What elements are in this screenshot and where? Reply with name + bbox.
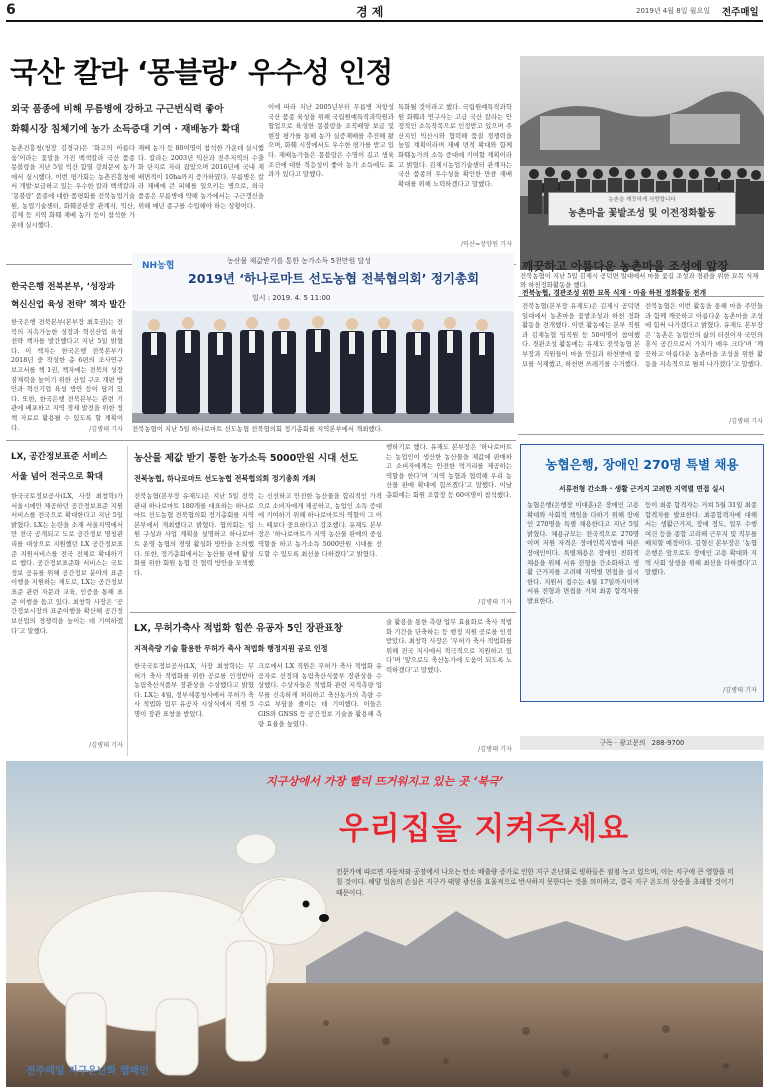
lead-column-4: 특화될 것이라고 했다. 국립원예특작과학원 화훼과 연구사는 고급 국산 칼라는 안정적인 소득작목으로 인정받고 있으며 주산지인 익산시와 협력해 품질 경쟁력을 높일 계획이라며 재배 면적 확대와 함께 화훼농가의 소득 증대에 기여할 계획이라고 밝혔다. 김제시농업기술센터 관계자는 국산 품종의 우수성을 확인한 만큼 재배 확대를 위해 노력하겠다고 말했다. bbox=[398, 103, 512, 188]
lead-column-1: 농촌진흥청(청장 김경규)은 ‘화고의 아름다움’이라는 꽃말을 가진 백색칼라 국산 품종 몽블랑을 지난 5일 익산 함열 강희문씨 농가에서 실시했다. 이번 평가회는 농촌진흥청에서 개발·보급하고 있는 우수한 칼라 백색칼라 ‘몽블랑’ 품종에 대한 품평회를 전북농업기술원, 농업기술센터, 화훼공판장 관계자, 익산, 김제 등 지역 화훼 재배 농가 등이 참석한 가운데 실시했다. bbox=[11, 144, 135, 229]
farm-income-col-3: 행하기로 했다. 유재도 본부장은 ‘하나로마트는 농업인이 생산한 농산물을 제값에 판매하고 소비자에게는 안전한 먹거리를 제공하는 역할을 한다’며 ‘지역 농협과 협력해 우리 농산물 판매 확대에 힘쓰겠다’고 말했다. 이날 총회에는 회원 조합장 등 60여명이 참석했다. bbox=[386, 443, 512, 500]
lead-photo-banner-small: 농촌을 깨끗하게 사랑합니다 bbox=[608, 197, 676, 203]
lx-award-credit: /김병태 기자 bbox=[478, 746, 512, 753]
hiring-credit: /김병태 기자 bbox=[723, 687, 757, 694]
subscription-phone: 288-9700 bbox=[651, 739, 685, 747]
hiring-box bbox=[520, 444, 764, 702]
nh-photo bbox=[132, 253, 514, 423]
lead-column-3: 이에 따라 지난 2005년부터 무름병 저항성 국산 품종 육성을 위해 국립원예특작과학원과 협업으로 육성한 몽블랑을 조직배양 보급 및 현장 평가를 통해 농가 실증재배를 추진해 왔으며, 화훼 시장에서도 우수한 평가를 받고 있다. 재배농가들은 몽블랑은 수명이 길고 생육 조건에 대한 적응성이 좋아 농가 소득에도 효과가 있다고 말했다. bbox=[268, 103, 394, 179]
lx-award-title: LX, 무허가축사 적법화 힘쓴 유공자 5인 장관표창 bbox=[134, 623, 343, 634]
nh-photo-caption: 전북농협이 지난 5일 하나로마트 선도농협 전북협의회 정기총회를 지역본부에서 개최했다. bbox=[132, 425, 383, 433]
ad-tagline-part1: 지구상에서 가장 빨리 bbox=[265, 775, 375, 788]
lead-subtitle-2: 화훼시장 침체기에 농가 소득증대 기여 · 재배농가 확대 bbox=[11, 124, 240, 135]
lx-award-col-2: 크로에서 LX 직원은 무허가 축사 적법화 유공자로 선정돼 농림축산식품부 장관상을 수상했다. 수상자들은 적법화 관련 지적측량 업무를 신속하게 처리하고 축산농가의 측량 수수료 부담을 줄이는 데 기여했다. 이들은 GIS와 GNSS 등 공간정보 기술을 활용해 측량 효율을 높였다. bbox=[258, 662, 382, 728]
ad-tagline-part2: 있는 곳 bbox=[428, 775, 473, 788]
section-name: 경 제 bbox=[356, 5, 384, 19]
farm-income-col-1: 전북농협(본부장 유재도)은 지난 5일 전북 관내 하나로마트 180개를 대표하는 하나로마트 선도농협 전북협의회 정기총회를 지역본부에서 개최했다고 밝혔다. 협의회는 임원 구성과 사업 계획을 설명하고 하나로마트 운영 농협의 경영 활성화 방안을 논의했다. 또한, 정기총회에서는 농산물 판매 활성화를 위한 회원 농협 간 협력 방안을 모색했다. bbox=[134, 492, 254, 577]
lx-standard-title-1: LX, 공간정보표준 서비스 bbox=[11, 452, 108, 462]
nh-banner-logo: NH농협 bbox=[142, 261, 175, 271]
subscription-bar bbox=[520, 736, 764, 750]
lead-photo-banner-text: 농촌마을 꽃밭조성 및 이전정화활동 bbox=[568, 208, 716, 219]
clean-village-credit: /김병태 기자 bbox=[729, 418, 763, 425]
ad-body: 전문가에 따르면 자동차와 공장에서 나오는 탄소 배출량 증가로 인한 지구 온난화로 빙하들은 점점 녹고 있으며, 이는 지구에 큰 영향을 미칠 것이다. 해양 얼음의 손실은 지구가 태양 광선을 효율적으로 반사하지 못한다는 것을 의미하고, 결국 지구 온도의 상승을 초래할 것이기 때문이다. bbox=[336, 868, 734, 897]
divider-5 bbox=[130, 612, 516, 613]
lx-standard-title-2: 서울 넘어 전국으로 확대 bbox=[11, 472, 103, 482]
farm-income-credit: /김병태 기자 bbox=[478, 599, 512, 606]
ad-footer: 전주매일 지구온난화 캠페인 bbox=[26, 1066, 149, 1077]
farm-income-col-2: 는 신선하고 안전한 농산물을 합리적인 가격으로 소비자에게 제공하고, 농업인 소득 증대에 기여하기 위해 하나로마트의 역할이 그 어느 때보다 중요하다고 강조했다. 유재도 본부장은 ‘하나로마트가 지역 농산물 판매의 중심 역할을 하고 농가소득 5000만원 시대를 선도할 수 있도록 최선을 다하겠다’고 밝혔다. bbox=[258, 492, 382, 558]
lead-photo-image bbox=[520, 56, 764, 270]
nh-photo-people bbox=[132, 253, 514, 423]
ad-tagline bbox=[6, 773, 763, 789]
lx-award-subtitle: 지적측량 기술 활용한 무허가 축사 적법화 행정지원 공로 인정 bbox=[134, 644, 328, 653]
lx-award-col-3-wrap bbox=[386, 618, 512, 756]
ad-tagline-place: ‘북극’ bbox=[472, 775, 504, 788]
lead-photo bbox=[520, 56, 764, 270]
clean-village-col-1: 전북농협(본부장 유재도)은 김제시 공덕면 일대에서 농촌마을 꽃밭조성과 하천 정화활동을 전개했다. 이번 활동에는 본부 직원과 김제농협 임직원 등 50여명이 참여했다. 경관조성 활동에는 유재도 전북농협 본부장과 직원들이 마을 안길과 하천변에 꽃묘를 식재했고, 하천변 쓰레기를 수거했다. bbox=[522, 302, 640, 368]
hiring-col-2-wrap bbox=[645, 501, 757, 697]
nh-banner-date: 일시 : 2019. 4. 5 11:00 bbox=[252, 294, 331, 302]
lx-standard-body-wrap bbox=[11, 492, 123, 752]
hiring-subtitle: 서류전형 간소화 · 생활 근거지 고려한 지역별 면접 실시 bbox=[559, 485, 725, 493]
lx-award-col-3: 술 활용을 통한 측량 업무 효율화로 축사 적법화 기간을 단축하는 등 행정 지원 공로를 인정받았다. 최창학 사장은 ‘무허가 축사 적법화를 위해 전국 지사에서 적극적으로 지원하고 있다’며 ‘앞으로도 축산농가에 도움이 되도록 노력하겠다’고 말했다. bbox=[386, 618, 512, 675]
lead-headline: 국산 칼라 ‘몽블랑’ 우수성 인정 bbox=[10, 56, 393, 89]
lead-photo-banner bbox=[548, 192, 736, 226]
bok-book-title-2: 혁신신업 육성 전략’ 책자 발간 bbox=[11, 300, 126, 310]
nh-banner-main: 2019년 ‘하나로마트 선도농협 전북협의회’ 정기총회 bbox=[188, 271, 480, 286]
lead-column-4-wrap bbox=[398, 103, 512, 253]
vrule-1 bbox=[127, 446, 128, 756]
divider-4 bbox=[518, 434, 764, 435]
lx-standard-credit: /김병태 기자 bbox=[89, 742, 123, 749]
hiring-col-1: 농협은행(은행장 이대훈)은 장애인 고용 확대와 사회적 책임을 다하기 위해 장애인 270명을 특별 채용한다고 지난 5일 밝혔다. 채용규모는 전국적으로 270명이며 지원 자격은 장애인복지법에 따른 장애인이다. 특별채용은 장애인 친화적 채용을 위해 서류 전형을 간소화하고 생활 근거지를 고려해 지역별 면접을 실시한다. 지원서 접수는 4월 17일까지이며 서류 전형과 면접을 거쳐 최종 합격자를 발표한다. bbox=[527, 501, 639, 606]
paper-name: 전주매일 bbox=[722, 7, 759, 18]
lx-standard-body: 한국국토정보공사(LX, 사장 최창학)가 서울시에만 제공하던 공간정보표준 지원서비스를 전국으로 확대한다고 지난 5일 밝혔다. LX는 논란을 소재 서울지역에서만 전국 공개되고 도로 공간정보 명칭관리를 대상으로 지원했던 LX 공간정보표준 지원서비스를 전국 전체로 확대하기로 했다. 공간정보표준화 서비스는 국토 정보 공유를 위해 공간정보 분야의 표준 이행을 지원하는 제도로, LX는 공간정보표준 관련 자문과 교육, 인증을 통해 표준 이행을 돕고 있다. 최창학 사장은 ‘공간정보시장의 표준이행을 확산해 공간정보산업의 경쟁력을 높이는 데 기여하겠다’고 말했다. bbox=[11, 492, 123, 635]
bok-book-body: 한국은행 전북본부(본부장 최호권)는 전북의 지속가능한 성장과 혁신산업 육성 전략 책자를 발간했다고 지난 5일 밝혔다. 이 책자는 한국은행 전북본부가 2018년 중 작성한 총 6편의 조사연구 보고서를 책 1권, 책자에는 전북의 성장 잠재력을 높이기 위한 산업 구조 개편 방안과 혁신기업 육성 방안 등이 담겨 있다. 또한, 한국은행 전북본부는 관련 기관에 배포하고 지역 경제 발전을 위한 정책 자료로 활용될 수 있도록 할 계획이다. bbox=[11, 318, 123, 432]
clean-village-title: 깨끗하고 아름다운 농촌마을 조성에 앞장 bbox=[522, 259, 729, 273]
lead-photo-caption: 전북농협이 지난 5일 김제시 공덕면 일대에서 마을 꽃길 조성과 경관을 위한 묘목 식재와 하천정화활동을 했다. bbox=[520, 272, 759, 290]
lx-award-col-1: 한국국토정보공사(LX, 사장 최창학)는 무허가 축사 적법화를 위한 공로를 인정받아 농림축산식품부 장관상을 수상했다고 밝혔다. LX는 4월, 정부세종청사에서 무허가 축사 적법화 업무 유공자 시상식에서 직원 5명이 장관 표창을 받았다. bbox=[134, 662, 254, 719]
divider-3 bbox=[6, 440, 516, 441]
clean-village-col-2-wrap bbox=[645, 302, 763, 428]
ad-tagline-emph: 뜨거워지고 bbox=[374, 775, 429, 788]
farm-income-title: 농산물 제값 받기 통한 농가소득 5000만원 시대 선도 bbox=[134, 453, 358, 464]
page-number: 6 bbox=[6, 2, 16, 18]
lead-column-2: 재배 농가 등 80여명이 참석한 가운데 실시했다. 칼라는 2003년 익산과 전주지역의 수출화 단지로 자리 잡았으며 2016년에 국내 재배면적이 10ha까지 증가하였다. 무름병은 칼라 재배에 큰 피해를 일으키는 병으로, 외국 품종은 무름병에 약해 농가에서는 구근갱신을 위해 매년 종구를 수입해야 하는 상황이다. bbox=[138, 144, 264, 210]
climate-ad bbox=[6, 761, 763, 1087]
lead-credit: /익산=장양원 기자 bbox=[460, 241, 512, 248]
bok-book-body-wrap bbox=[11, 318, 123, 436]
bok-book-title-1: 한국은행 전북본부, ‘성장과 bbox=[11, 282, 115, 292]
clean-village-subtitle: 전북농협, 경관조성 위한 묘목 식재 · 마을 하천 정화활동 전개 bbox=[522, 289, 707, 297]
ad-headline: 우리집을 지켜주세요 bbox=[338, 811, 630, 847]
issue-date: 2019년 4월 8일 월요일 bbox=[636, 7, 710, 15]
page-header bbox=[0, 0, 769, 22]
hiring-title: 농협은행, 장애인 270명 특별 채용 bbox=[545, 457, 739, 472]
bok-book-credit: /김병태 기자 bbox=[89, 426, 123, 433]
clean-village-col-2: 전북농협은 이번 활동을 통해 마을 주민들과 함께 깨끗하고 아름다운 농촌마을 조성에 힘써 나가겠다고 밝혔다. 유재도 본부장은 ‘농촌은 농업인의 삶의 터전이자 국민의 휴식 공간으로서 가치가 매우 크다’며 ‘깨끗하고 아름다운 농촌마을 조성을 위한 활동을 지속적으로 펼쳐 나가겠다’고 말했다. bbox=[645, 302, 763, 368]
nh-banner-top: 농산물 제값받기를 통한 농가소득 5천만원 달성 bbox=[227, 257, 372, 265]
subscription-label: 구독 · 광고문의 bbox=[599, 739, 646, 747]
lead-subtitle-1: 외국 품종에 비해 무름병에 강하고 구근번식력 좋아 bbox=[11, 104, 224, 115]
header-rule bbox=[6, 20, 763, 22]
hiring-col-2: 등이 최종 합격자는 거쳐 5월 31일 최종 합격자를 발표한다. 최종합격자에 대해서는 생활근거지, 장애 정도, 업무 수행 여건 등을 종합 고려해 근무지 및 직무를 배치할 예정이다. 김형신 본부장은 ‘농협은행은 앞으로도 장애인 고용 확대와 지역 사회 상생을 위해 최선을 다하겠다’고 말했다. bbox=[645, 501, 757, 577]
farm-income-col-3-wrap bbox=[386, 443, 512, 608]
farm-income-subtitle: 전북농협, 하나로마트 선도농협 전북협의회 정기총회 개최 bbox=[134, 474, 316, 483]
